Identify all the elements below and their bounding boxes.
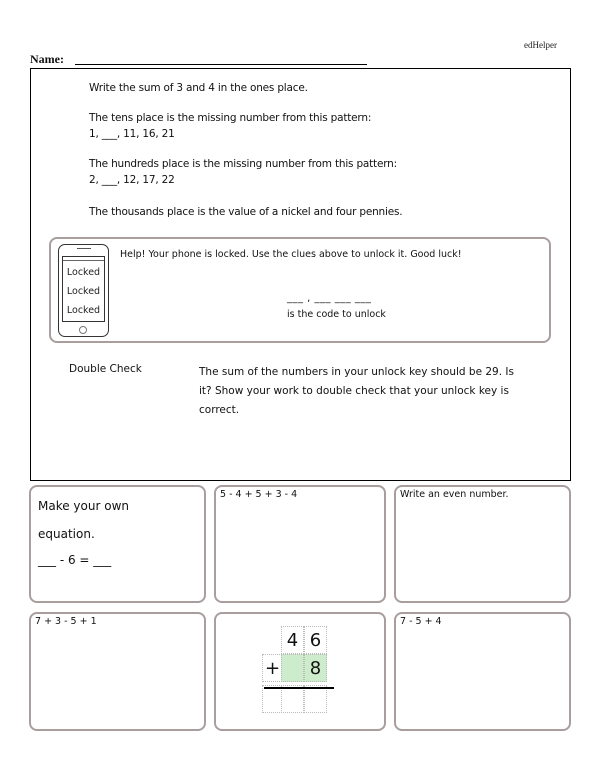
answer-tens-cell[interactable] bbox=[281, 685, 304, 713]
unlock-code-blanks[interactable]: ___ , ___ ___ ___ bbox=[287, 293, 372, 304]
puzzle-box bbox=[30, 68, 571, 481]
card-expression-3 bbox=[394, 612, 571, 731]
card-expression-1 bbox=[214, 485, 386, 603]
phone-screen bbox=[62, 256, 105, 322]
expression-text: 5 - 4 + 5 + 3 - 4 bbox=[220, 489, 298, 500]
expression-text: 7 - 5 + 4 bbox=[400, 616, 442, 627]
clue-tens-pattern: 1, ___, 11, 16, 21 bbox=[89, 128, 175, 140]
make-equation-equation[interactable]: ___ - 6 = ___ bbox=[38, 553, 112, 567]
unlock-code-caption: is the code to unlock bbox=[287, 309, 386, 320]
double-check-text: The sum of the numbers in your unlock key should be 29. Is it? Show your work to double check that your unlock key is correct. bbox=[199, 366, 514, 416]
even-number-prompt: Write an even number. bbox=[400, 489, 509, 500]
sum-divider-line bbox=[264, 687, 334, 689]
card-even-number bbox=[394, 485, 571, 603]
bottom-tens-cell bbox=[281, 654, 304, 682]
card-make-equation bbox=[29, 485, 206, 603]
locked-text: Locked bbox=[66, 267, 101, 278]
bottom-ones-digit: 8 bbox=[304, 654, 327, 682]
clue-ones: Write the sum of 3 and 4 in the ones place. bbox=[89, 82, 308, 94]
brand-label: edHelper bbox=[524, 40, 557, 50]
answer-ones-cell[interactable] bbox=[304, 685, 327, 713]
phone-speaker-icon bbox=[77, 248, 91, 250]
double-check-label: Double Check bbox=[69, 363, 142, 375]
clue-hundreds: The hundreds place is the missing number from this pattern: bbox=[89, 158, 397, 170]
clue-tens: The tens place is the missing number from this pattern: bbox=[89, 112, 372, 124]
locked-text: Locked bbox=[66, 305, 101, 316]
locked-text: Locked bbox=[66, 286, 101, 297]
make-equation-line2: equation. bbox=[38, 527, 95, 541]
expression-text: 7 + 3 - 5 + 1 bbox=[35, 616, 97, 627]
answer-hundreds-cell[interactable] bbox=[262, 685, 282, 713]
phone-panel bbox=[49, 237, 551, 343]
make-equation-line1: Make your own bbox=[38, 499, 129, 513]
name-label: Name: bbox=[30, 52, 64, 66]
clue-hundreds-pattern: 2, ___, 12, 17, 22 bbox=[89, 174, 175, 186]
help-text: Help! Your phone is locked. Use the clues above to unlock it. Good luck! bbox=[120, 249, 462, 260]
clue-thousands: The thousands place is the value of a nickel and four pennies. bbox=[89, 206, 403, 218]
top-ones-digit: 6 bbox=[304, 626, 327, 654]
phone-icon bbox=[58, 244, 109, 337]
home-button-icon bbox=[79, 326, 87, 334]
plus-operator: + bbox=[262, 654, 282, 682]
phone-statusbar bbox=[63, 257, 104, 261]
card-expression-2 bbox=[29, 612, 206, 731]
name-input-line[interactable] bbox=[75, 64, 367, 65]
top-tens-digit: 4 bbox=[281, 626, 304, 654]
